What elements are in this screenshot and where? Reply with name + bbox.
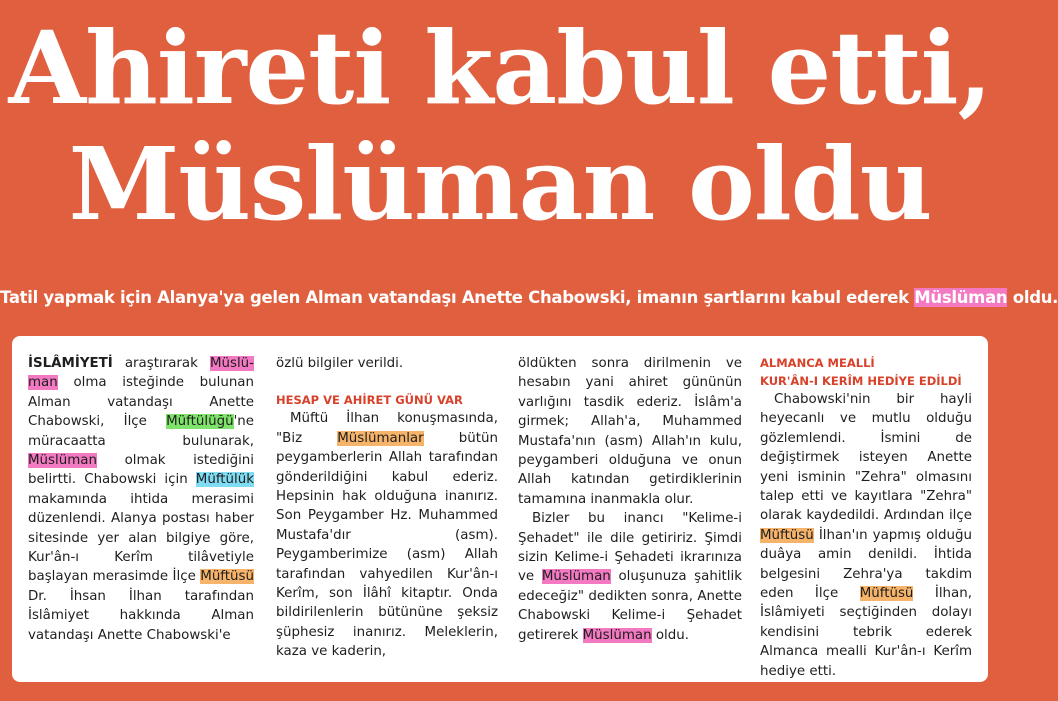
article-column-3 <box>518 354 742 645</box>
highlighted-term: Müftülük <box>195 472 254 488</box>
subheading-almanca <box>760 354 972 390</box>
article-column-1 <box>28 354 254 645</box>
highlighted-term: Müftüsü <box>200 569 254 585</box>
highlighted-term: Müslüman <box>28 453 97 469</box>
lead-word: İSLÂMİYETİ <box>28 356 113 371</box>
subheading-almanca-line-1: ALMANCA MEALLİ <box>760 356 875 370</box>
text-run: oluşunuza şahitlik edeceğiz" dedikten sonra, Anette Chabowski Kelime-i Şehadet getirerek <box>518 569 743 643</box>
text-run: bütün peygamberlerin Allah tarafından gönderildiğini kabul ederiz. Hepsinin hak olduğuna inanırız. Son Peygamber Hz. Muhammed Mustafa'dır (asm). Peygamberimize (asm) Allah tarafından vahyedilen Kur'ân-ı Kerîm, son İlâhî kitaptır. Onda bildirilenlerin bütününe şeksiz şüphesiz inanırız. Meleklerin, kaza ve kaderin, <box>276 430 498 660</box>
text-run: Chabowski'nin bir hayli heyecanlı ve mutlu olduğu gözlemlendi. İsmini de değiştirmek isteyen Anette yeni isminin "Zehra" olmasını talep etti ve kayıtlara "Zehra" olarak kaydedildi. Ardından ilçe <box>760 392 972 524</box>
paragraph-4 <box>760 390 972 681</box>
text-run: özlü bilgiler verildi. <box>276 356 404 371</box>
subtitle-end: oldu. <box>1007 288 1058 307</box>
highlighted-term: Müslüman <box>582 627 652 643</box>
subheading-hesap: HESAP VE AHİRET GÜNÜ VAR <box>276 393 463 408</box>
subheading-almanca-line-2: KUR'ÂN-I KERÎM HEDİYE EDİLDİ <box>760 374 962 388</box>
headline <box>0 10 1000 242</box>
text-run: Müftü İlhan konuşmasında, "Biz <box>276 411 498 446</box>
text-run: Dr. İhsan İlhan tarafından İslâmiyet hakkında Alman vatandaşı Anette Chabowski'e <box>28 588 254 643</box>
text-run: olma isteğinde bulunan Alman vatandaşı Anette Chabowski, İlçe <box>28 375 254 430</box>
text-run: 'ne müracaatta bulunarak, <box>28 414 254 449</box>
article-column-2 <box>276 354 498 662</box>
article-column-4 <box>760 354 972 681</box>
highlighted-term: Müslümanlar <box>337 430 424 446</box>
text-run: İlhan'ın yapmış olduğu duâya amin denildi. İhtida belgesini Zehra'ya takdim eden İlçe <box>760 527 972 602</box>
highlighted-term: Müslüman <box>541 569 611 585</box>
text-run: araştırarak <box>112 356 210 371</box>
article-panel <box>12 336 988 682</box>
text-run: oldu. <box>651 627 690 643</box>
headline-line-2: Müslüman oldu <box>68 125 932 243</box>
highlighted-term: Müftülüğü <box>166 414 234 430</box>
paragraph-2 <box>276 409 498 661</box>
highlighted-term: Müftüsü <box>760 527 814 543</box>
highlighted-term: Müslü-man <box>28 356 254 391</box>
text-run: öldükten sonra dirilmenin ve hesabın yani ahiret gününün varlığını tasdik ederiz. İslâm'a girmek; Allah'a, Muhammed Mustafa'nın (asm) Allah'ın kulu, peygamberi olduğuna ve onun Allah katından getirdiklerinin tamamına inanmakla olur. <box>518 356 742 507</box>
subtitle-text: Tatil yapmak için Alanya'ya gelen Alman vatandaşı Anette Chabowski, imanın şartlarını kabul ederek <box>0 288 915 307</box>
paragraph-2-continued <box>518 354 742 509</box>
paragraph-1 <box>28 354 254 645</box>
text-run: olmak istediğini belirtti. Chabowski için <box>28 453 254 488</box>
text-run: İlhan, İslâmiyeti seçtiğinden dolayı kendisini tebrik ederek Almanca mealli Kur'ân-ı Kerîm hediye etti. <box>760 586 972 679</box>
paragraph-3 <box>518 509 742 645</box>
headline-line-1: Ahireti kabul etti, <box>8 9 992 127</box>
subtitle <box>0 288 1058 307</box>
subtitle-highlight: Müslüman <box>914 288 1008 307</box>
highlighted-term: Müftüsü <box>859 586 914 602</box>
paragraph-1-continued <box>276 354 498 373</box>
text-run: Bizler bu inancı "Kelime-i Şehadet" ile dile getiririz. Şimdi sizin Kelime-i Şehadeti ikrarınıza ve <box>518 511 742 585</box>
text-run: makamında ihtida merasimi düzenlendi. Alanya postası haber sitesinde yer alan bilgiye göre, Kur'ân-ı Kerîm tilâvetiyle başlayan merasimde İlçe <box>28 491 254 585</box>
